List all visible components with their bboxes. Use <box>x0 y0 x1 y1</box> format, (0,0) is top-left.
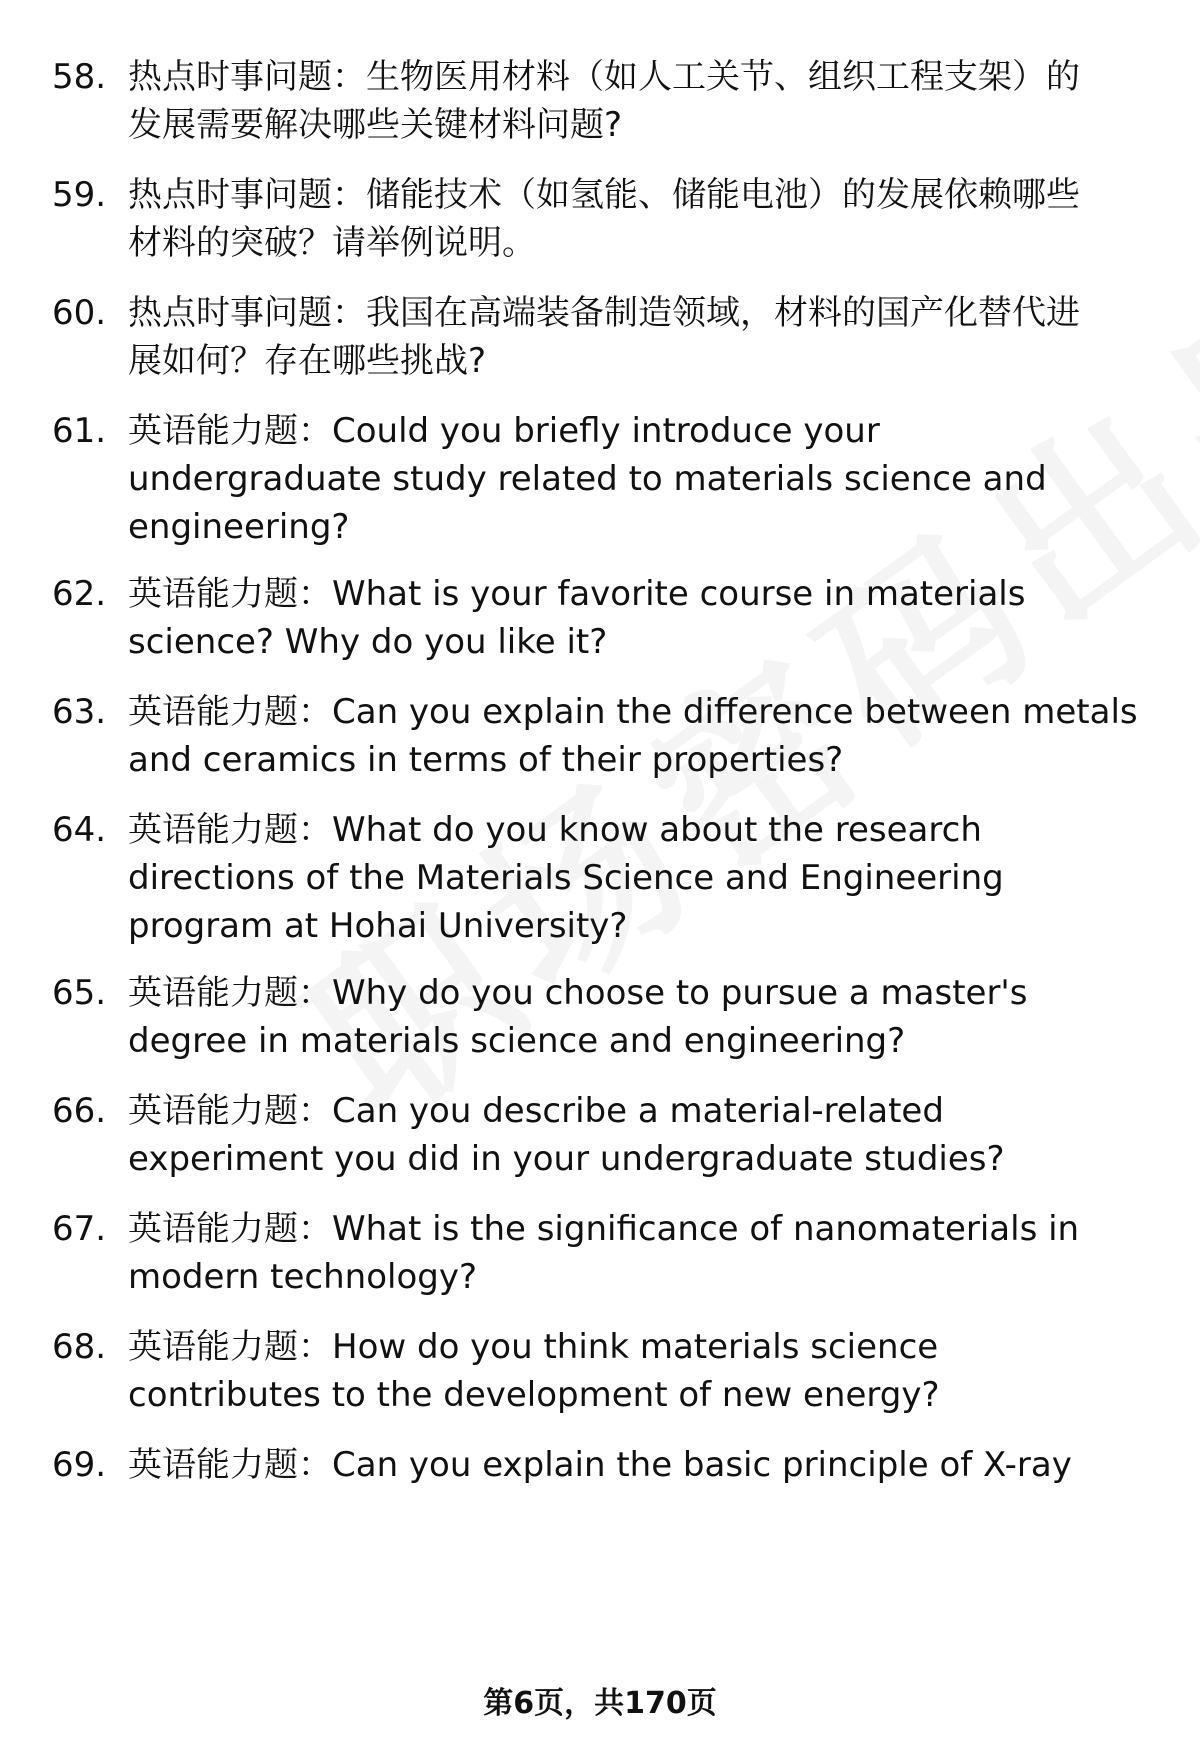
question-line: 英语能力题：Why do you choose to pursue a master's <box>128 973 1028 1013</box>
question-line: experiment you did in your undergraduate studies? <box>128 1139 1005 1179</box>
page-footer: 第6页，共170页 <box>483 1686 717 1721</box>
question-text <box>128 407 1200 551</box>
question-line: 英语能力题：What is your favorite course in materials <box>128 574 1026 614</box>
question-line: 展如何？存在哪些挑战? <box>128 341 487 381</box>
question-number: 59. <box>52 175 107 215</box>
question-line: degree in materials science and engineering? <box>128 1021 906 1061</box>
question-text <box>128 688 1200 784</box>
question-text <box>128 1087 1200 1183</box>
question-text <box>128 1323 1200 1419</box>
question-line: 英语能力题：Can you explain the basic principle of X-ray <box>128 1445 1072 1485</box>
question-line: and ceramics in terms of their properties? <box>128 740 844 780</box>
question-line: 热点时事问题：生物医用材料（如人工关节、组织工程支架）的 <box>128 57 1080 97</box>
question-line: 英语能力题：Can you explain the difference between metals <box>128 692 1138 732</box>
question-text <box>128 171 1200 267</box>
question-line: 热点时事问题：储能技术（如氢能、储能电池）的发展依赖哪些 <box>128 175 1080 215</box>
question-line: modern technology? <box>128 1257 477 1297</box>
question-text <box>128 1441 1200 1489</box>
question-text <box>128 289 1200 385</box>
question-number: 58. <box>52 57 107 97</box>
question-line: 英语能力题：How do you think materials science <box>128 1327 939 1367</box>
question-line: program at Hohai University? <box>128 906 628 946</box>
question-text <box>128 570 1200 666</box>
question-number: 63. <box>52 692 107 732</box>
question-text <box>128 1205 1200 1301</box>
question-line: science? Why do you like it? <box>128 622 608 662</box>
question-number: 61. <box>52 411 107 451</box>
question-line: 英语能力题：What is the significance of nanomaterials in <box>128 1209 1080 1249</box>
question-number: 64. <box>52 810 107 850</box>
question-number: 68. <box>52 1327 107 1367</box>
question-number: 62. <box>52 574 107 614</box>
question-number: 67. <box>52 1209 107 1249</box>
question-line: 英语能力题：What do you know about the research <box>128 810 982 850</box>
question-text <box>128 806 1200 950</box>
question-line: engineering? <box>128 507 350 547</box>
question-number: 60. <box>52 293 107 333</box>
question-line: contributes to the development of new energy? <box>128 1375 940 1415</box>
question-number: 66. <box>52 1091 107 1131</box>
question-line: 英语能力题：Can you describe a material-related <box>128 1091 944 1131</box>
question-line: 热点时事问题：我国在高端装备制造领域，材料的国产化替代进 <box>128 293 1080 333</box>
question-text <box>128 969 1200 1065</box>
question-text <box>128 53 1200 149</box>
question-line: directions of the Materials Science and Engineering <box>128 858 1004 898</box>
question-line: 英语能力题：Could you briefly introduce your <box>128 411 880 451</box>
question-number: 69. <box>52 1445 107 1485</box>
question-number: 65. <box>52 973 107 1013</box>
question-line: undergraduate study related to materials science and <box>128 459 1047 499</box>
question-line: 发展需要解决哪些关键材料问题? <box>128 105 623 145</box>
question-line: 材料的突破？请举例说明。 <box>128 223 536 263</box>
